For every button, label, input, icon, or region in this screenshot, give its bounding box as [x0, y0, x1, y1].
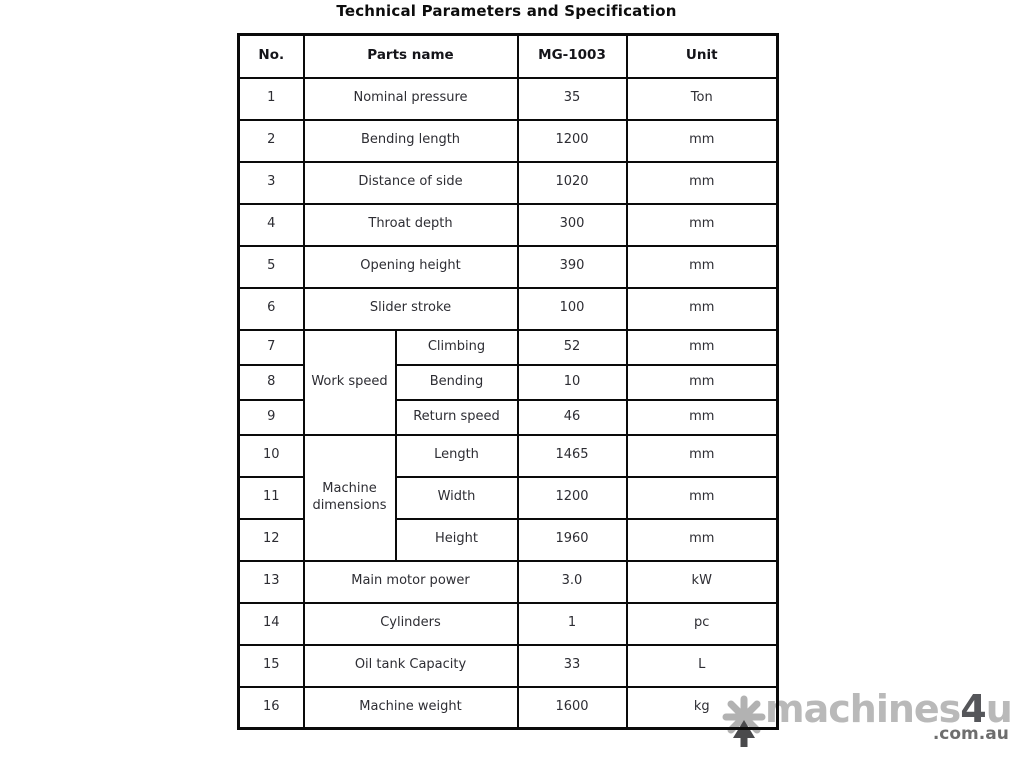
brand-domain: .com.au [932, 724, 1009, 744]
unit-value: kg [627, 687, 778, 729]
row-no: 11 [239, 477, 304, 519]
table-row [239, 162, 778, 204]
unit-value: mm [627, 330, 778, 365]
header-model: MG-1003 [518, 35, 627, 78]
unit-value: mm [627, 204, 778, 246]
row-no: 7 [239, 330, 304, 365]
model-value: 35 [518, 78, 627, 120]
table-row [239, 204, 778, 246]
model-value: 46 [518, 400, 627, 435]
part-name: Cylinders [304, 603, 518, 645]
unit-value: mm [627, 246, 778, 288]
model-value: 10 [518, 365, 627, 400]
model-value: 390 [518, 246, 627, 288]
row-no: 16 [239, 687, 304, 729]
table-row [239, 120, 778, 162]
brand-name [765, 687, 1012, 731]
row-no: 13 [239, 561, 304, 603]
model-value: 33 [518, 645, 627, 687]
part-name: Machine weight [304, 687, 518, 729]
unit-value: mm [627, 435, 778, 477]
row-no: 10 [239, 435, 304, 477]
row-no: 5 [239, 246, 304, 288]
unit-value: mm [627, 519, 778, 561]
model-value: 1465 [518, 435, 627, 477]
group-label-machine-dimensions: Machine dimensions [304, 435, 396, 561]
unit-value: Ton [627, 78, 778, 120]
table-row [239, 78, 778, 120]
model-value: 3.0 [518, 561, 627, 603]
unit-value: pc [627, 603, 778, 645]
row-no: 12 [239, 519, 304, 561]
model-value: 1960 [518, 519, 627, 561]
model-value: 100 [518, 288, 627, 330]
model-value: 1600 [518, 687, 627, 729]
row-no: 6 [239, 288, 304, 330]
brand-prefix: machines [765, 687, 961, 731]
page-title: Technical Parameters and Specification [336, 2, 677, 20]
table-header-row [239, 35, 778, 78]
part-subname: Width [396, 477, 518, 519]
part-name: Nominal pressure [304, 78, 518, 120]
group-label-work-speed: Work speed [304, 330, 396, 435]
model-value: 52 [518, 330, 627, 365]
table-row [239, 330, 778, 365]
row-no: 15 [239, 645, 304, 687]
watermark-text [765, 687, 1012, 744]
row-no: 2 [239, 120, 304, 162]
row-no: 3 [239, 162, 304, 204]
header-no: No. [239, 35, 304, 78]
part-name: Slider stroke [304, 288, 518, 330]
table-row [239, 645, 778, 687]
brand-digit: 4 [960, 687, 986, 731]
row-no: 1 [239, 78, 304, 120]
part-name: Distance of side [304, 162, 518, 204]
unit-value: mm [627, 477, 778, 519]
table-row [239, 561, 778, 603]
part-subname: Return speed [396, 400, 518, 435]
part-name: Oil tank Capacity [304, 645, 518, 687]
table-row [239, 687, 778, 729]
header-unit: Unit [627, 35, 778, 78]
part-subname: Length [396, 435, 518, 477]
row-no: 9 [239, 400, 304, 435]
part-name: Throat depth [304, 204, 518, 246]
part-name: Bending length [304, 120, 518, 162]
part-subname: Height [396, 519, 518, 561]
part-subname: Bending [396, 365, 518, 400]
row-no: 4 [239, 204, 304, 246]
table-row [239, 246, 778, 288]
model-value: 1200 [518, 477, 627, 519]
header-parts-name: Parts name [304, 35, 518, 78]
table-row [239, 288, 778, 330]
model-value: 300 [518, 204, 627, 246]
unit-value: mm [627, 288, 778, 330]
model-value: 1020 [518, 162, 627, 204]
table-row [239, 435, 778, 477]
unit-value: mm [627, 400, 778, 435]
row-no: 8 [239, 365, 304, 400]
unit-value: kW [627, 561, 778, 603]
unit-value: mm [627, 120, 778, 162]
model-value: 1 [518, 603, 627, 645]
unit-value: L [627, 645, 778, 687]
model-value: 1200 [518, 120, 627, 162]
part-name: Opening height [304, 246, 518, 288]
unit-value: mm [627, 365, 778, 400]
table-row [239, 603, 778, 645]
spec-table [237, 33, 779, 730]
unit-value: mm [627, 162, 778, 204]
part-subname: Climbing [396, 330, 518, 365]
brand-suffix: u [985, 687, 1012, 731]
part-name: Main motor power [304, 561, 518, 603]
row-no: 14 [239, 603, 304, 645]
